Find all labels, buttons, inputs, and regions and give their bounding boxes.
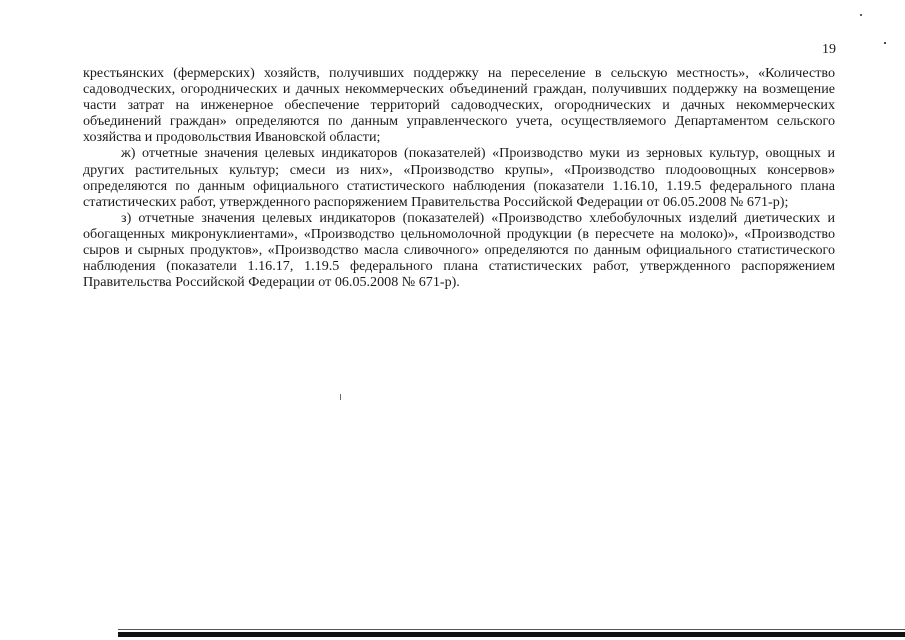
scan-edge-line bbox=[118, 629, 905, 630]
paragraph-item-zh: ж) отчетные значения целевых индикаторов (показателей) «Производство муки из зерновых культур, овощных и других растительных культур; смеси из них», «Производство крупы», «Производство плодоовощных консервов» определяются по данным официального статистического наблюдения (показатели 1.16.10, 1.19.5 федерального плана статистических работ, утвержденного распоряжением Правительства Российской Федерации от 06.05.2008 № 671-р); bbox=[83, 145, 835, 210]
scan-speck bbox=[860, 14, 862, 16]
paragraph-item-z: з) отчетные значения целевых индикаторов (показателей) «Производство хлебобулочных изделий диетических и обогащенных микронуклиентами», «Производство цельномолочной продукции (в пересчете на молоко)», «Производство сыров и сырных продуктов», «Производство масла сливочного» определяются по данным официального статистического наблюдения (показатели 1.16.17, 1.19.5 федерального плана статистических работ, утвержденного распоряжением Правительства Российской Федерации от 06.05.2008 № 671-р). bbox=[83, 209, 835, 291]
scan-speck bbox=[340, 394, 341, 400]
document-body bbox=[83, 65, 835, 290]
scan-speck bbox=[884, 42, 886, 44]
page-number: 19 bbox=[822, 42, 836, 57]
paragraph-continuation: крестьянских (фермерских) хозяйств, получивших поддержку на переселение в сельскую местность», «Количество садоводческих, огороднических и дачных некоммерческих объединений граждан, получивших поддержку на возмещение части затрат на инженерное обеспечение территорий садоводческих, огороднических и дачных некоммерческих объединений граждан» определяются по данным управленческого учета, осуществляемого Департаментом сельского хозяйства и продовольствия Ивановской области; bbox=[83, 65, 835, 146]
scan-bottom-edge bbox=[118, 632, 905, 637]
